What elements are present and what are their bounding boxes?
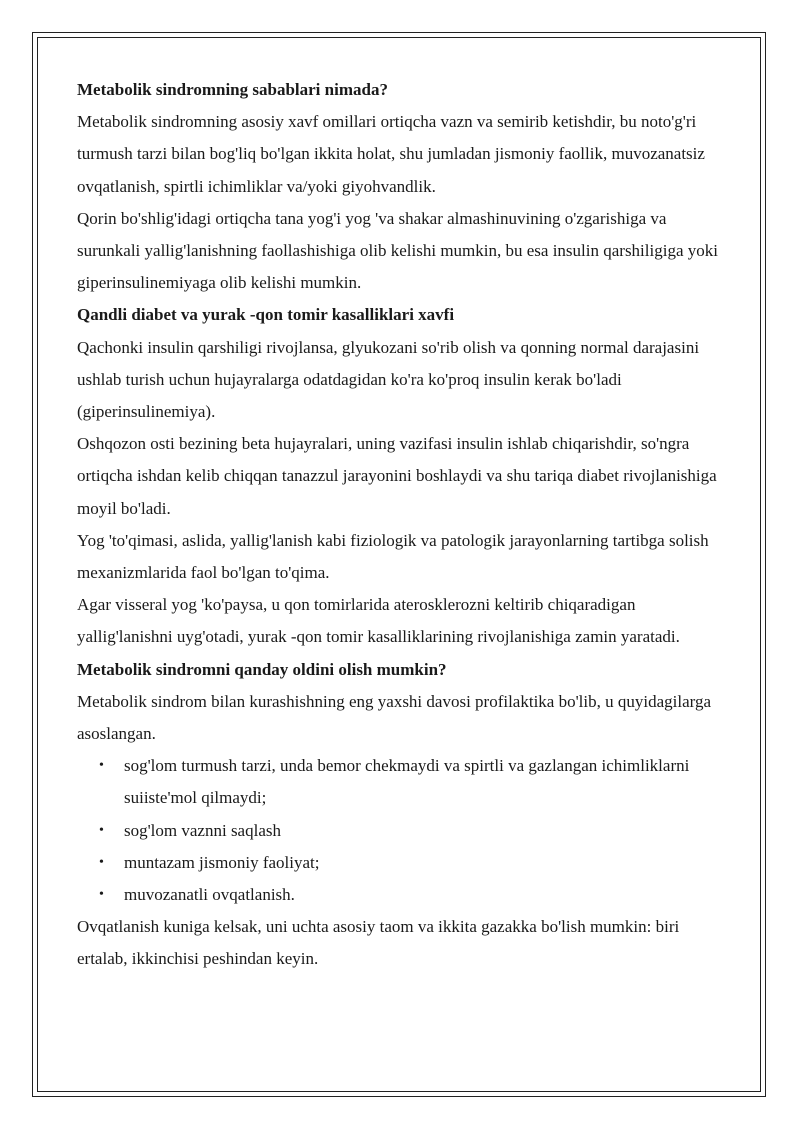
- list-item: [77, 815, 733, 847]
- list-item-text: muntazam jismoniy faoliyat;: [124, 852, 320, 872]
- paragraph: Ovqatlanish kuniga kelsak, uni uchta asosiy taom va ikkita gazakka bo'lish mumkin: biri ertalab, ikkinchisi peshindan keyin.: [77, 917, 680, 969]
- paragraph: Oshqozon osti bezining beta hujayralari, uning vazifasi insulin ishlab chiqarishdir, so'ngra ortiqcha ishdan kelib chiqqan tanazzul jarayonini boshlaydi va shu tariqa diabet rivojlanishiga moyil bo'ladi.: [77, 434, 717, 518]
- paragraph: Yog 'to'qimasi, aslida, yallig'lanish kabi fiziologik va patologik jarayonlarning tartibga solish mexanizmlarida faol bo'lgan to'qima.: [77, 530, 709, 583]
- paragraph: Qorin bo'shlig'idagi ortiqcha tana yog'i yog 'va shakar almashinuvining o'zgarishiga va surunkali yallig'lanishning faollashishiga olib kelishi mumkin, bu esa insulin qarshiligiga yoki giperinsulinemiyaga olib kelishi mumkin.: [77, 208, 718, 293]
- heading-causes: Metabolik sindromning sabablari nimada?: [77, 80, 388, 99]
- bullet-list: [77, 750, 733, 911]
- paragraph: Qachonki insulin qarshiligi rivojlansa, glyukozani so'rib olish va qonning normal darajasini ushlab turish uchun hujayralarga odatdagidan ko'ra ko'proq insulin kerak bo'ladi (giperinsulinemiya).: [77, 337, 700, 422]
- paragraph: Agar visseral yog 'ko'paysa, u qon tomirlarida aterosklerozni keltirib chiqaradigan yallig'lanishni uyg'otadi, yurak -qon tomir kasalliklarining rivojlanishiga zamin yaratadi.: [77, 595, 680, 647]
- list-item-text: sog'lom vaznni saqlash: [124, 820, 281, 840]
- list-item: [77, 847, 733, 879]
- bullet-icon: •: [99, 887, 104, 903]
- list-item-text: sog'lom turmush tarzi, unda bemor chekmaydi va spirtli va gazlangan ichimliklarni suiiste'mol qilmaydi;: [124, 756, 690, 808]
- list-item: [77, 879, 733, 911]
- list-item-text: muvozanatli ovqatlanish.: [124, 885, 295, 905]
- paragraph: Metabolik sindromning asosiy xavf omillari ortiqcha vazn va semirib ketishdir, bu noto'g'ri turmush tarzi bilan bog'liq bo'lgan ikkita holat, shu jumladan jismoniy faollik, muvozanatsiz ovqatlanish, spirtli ichimliklar va/yoki giyohvandlik.: [77, 112, 705, 196]
- document-body: [77, 74, 733, 976]
- bullet-icon: •: [99, 822, 104, 838]
- bullet-icon: •: [99, 758, 104, 774]
- paragraph: Metabolik sindrom bilan kurashishning eng yaxshi davosi profilaktika bo'lib, u quyidagilarga asoslangan.: [77, 691, 712, 744]
- heading-risks: Qandli diabet va yurak -qon tomir kasalliklari xavfi: [77, 305, 455, 325]
- heading-prevention: Metabolik sindromni qanday oldini olish mumkin?: [77, 659, 447, 679]
- bullet-icon: •: [99, 854, 104, 870]
- list-item: [77, 750, 733, 814]
